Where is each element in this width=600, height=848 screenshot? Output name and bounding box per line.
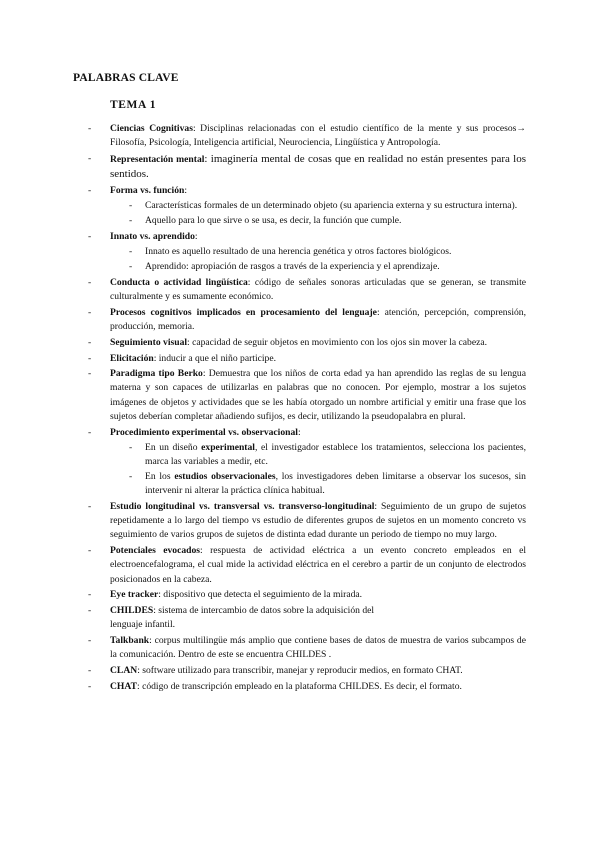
bullet: - <box>129 471 133 483</box>
list-item <box>88 367 526 424</box>
bullet: - <box>88 152 92 164</box>
list-item <box>88 352 526 366</box>
list-item <box>88 184 526 229</box>
sub-item <box>129 245 526 259</box>
definition: : <box>194 230 198 242</box>
definition: : software utilizado para transcribir, manejar y reproducir medios, en formato CHAT. <box>137 664 463 676</box>
list-item <box>88 588 526 602</box>
term: estudios observacionales <box>174 471 276 483</box>
definition: : código de transcripción empleado en la plataforma CHILDES. Es decir, el formato. <box>137 680 462 692</box>
term: Representación mental <box>110 153 205 165</box>
definition: : imaginería mental de cosas que en realidad no están presentes para los sentidos. <box>110 152 526 181</box>
definition: : <box>184 184 188 196</box>
sub-item <box>129 470 526 498</box>
definition: : dispositivo que detecta el seguimiento de la mirada. <box>158 589 363 601</box>
sub-text: Aquello para lo que sirve o se usa, es decir, la función que cumple. <box>145 215 402 227</box>
bullet: - <box>129 261 133 273</box>
sub-text: Innato es aquello resultado de una herencia genética y otros factores biológicos. <box>145 246 452 258</box>
sub-item <box>129 214 526 228</box>
term: Procesos cognitivos implicados en procesamiento del lenguaje <box>110 306 377 318</box>
definition: : inducir a que el niño participe. <box>153 352 276 364</box>
term: Eye tracker <box>110 589 159 601</box>
definition: : atención, percepción, comprensión, producción, memoria. <box>110 306 526 333</box>
list-item <box>88 152 526 182</box>
bullet: - <box>129 246 133 258</box>
list-item <box>88 230 526 275</box>
bullet: - <box>88 589 92 601</box>
definition: : Demuestra que los niños de corta edad ya han aprendido las reglas de su lengua materna y son capaces de utilizarlas en palabras que no conocen. Por ejemplo, mostrar a los sujetos imágenes de objetos y actividades que se les había otorgado un nombre artificial y emitir una frase que los sujetos deberían completar añadiendo sufijos, es decir, utilizando la pseudopalabra en plural. <box>110 368 526 422</box>
bullet: - <box>88 426 92 438</box>
definition: : respuesta de actividad eléctrica a un evento concreto empleados en el electroencefalograma, el cual mide la actividad eléctrica en el cerebro a partir de un conjunto de electrodos posicionados en la cabeza. <box>110 545 526 585</box>
list-item <box>88 500 526 543</box>
term: experimental <box>201 441 255 453</box>
list-item <box>88 680 526 694</box>
bullet: - <box>88 664 92 676</box>
term: Elicitación <box>110 352 154 364</box>
section-title: TEMA 1 <box>110 99 157 111</box>
bullet: - <box>88 184 92 196</box>
sub-text: Aprendido: apropiación de rasgos a través de la experiencia y el aprendizaje. <box>145 261 440 273</box>
bullet: - <box>88 277 92 289</box>
sub-text: , el investigador establece los tratamientos, selecciona los pacientes, marca las variables a medir, etc. <box>145 441 526 467</box>
sub-text: Características formales de un determinado objeto (su apariencia externa y su estructura interna). <box>145 200 518 212</box>
list-item <box>88 634 526 662</box>
bullet: - <box>88 501 92 513</box>
term: Seguimiento visual <box>110 336 188 348</box>
list-item <box>88 336 526 350</box>
definition: lenguaje infantil. <box>110 619 176 631</box>
bullet: - <box>129 441 133 453</box>
bullet: - <box>88 352 92 364</box>
term: Forma vs. función <box>110 184 185 196</box>
list-item <box>88 664 526 678</box>
term: Talkbank <box>110 634 150 646</box>
sub-text: En los <box>145 471 175 483</box>
term: CHILDES <box>110 605 154 616</box>
sub-text: En un diseño <box>145 441 202 453</box>
bullet: - <box>88 123 92 134</box>
list-item <box>88 276 526 304</box>
bullet: - <box>88 336 92 348</box>
definition: : <box>297 426 301 438</box>
bullet: - <box>88 368 92 380</box>
sub-item <box>129 441 526 469</box>
bullet: - <box>88 230 92 242</box>
definition: : Disciplinas relacionadas con el estudio científico de la mente y sus procesos→ Filosofía, Psicología, Inteligencia artificial, Neurociencia, Lingüística y Antropología. <box>110 123 526 149</box>
bullet: - <box>88 680 92 692</box>
sub-text: , los investigadores deben limitarse a observar los sucesos, sin intervenir ni alterar la práctica clínica habitual. <box>145 471 526 497</box>
sub-item <box>129 199 526 213</box>
term: Paradigma tipo Berko <box>110 368 203 380</box>
list-item <box>88 306 526 334</box>
list-item <box>88 426 526 499</box>
definition: : corpus multilingüe más amplio que contiene bases de datos de muestra de varios subcampos de la comunicación. Dentro de este se encuentra CHILDES . <box>110 634 526 661</box>
term: CLAN <box>110 664 138 676</box>
term: Potenciales evocados <box>110 545 201 557</box>
sub-item <box>129 260 526 274</box>
definition: : código de señales sonoras articuladas que se generan, se transmite culturalmente y es sumamente económico. <box>110 277 526 303</box>
bullet: - <box>129 215 133 227</box>
bullet: - <box>129 200 133 212</box>
term: Estudio longitudinal vs. transversal vs. transverso-longitudinal <box>110 501 375 513</box>
term: CHAT <box>110 680 138 692</box>
definition: : sistema de intercambio de datos sobre la adquisición del <box>153 605 375 616</box>
definition: : capacidad de seguir objetos en movimiento con los ojos sin mover la cabeza. <box>187 336 488 348</box>
term: Innato vs. aprendido <box>110 230 195 242</box>
bullet: - <box>88 605 92 616</box>
term: Ciencias Cognitivas <box>110 123 193 134</box>
list-item <box>88 122 526 150</box>
keyword-list <box>0 122 600 695</box>
list-item <box>88 604 526 632</box>
bullet: - <box>88 545 92 557</box>
list-item <box>88 544 526 587</box>
bullet: - <box>88 306 92 318</box>
term: Conducta o actividad lingüística <box>110 277 248 289</box>
document-title: PALABRAS CLAVE <box>73 72 179 84</box>
definition: : Seguimiento de un grupo de sujetos repetidamente a lo largo del tiempo vs estudio de diferentes grupos de sujetos en un momento concreto vs seguimiento de varios grupos de sujetos de distinta edad durante un periodo de tiempo no muy largo. <box>110 501 526 541</box>
bullet: - <box>88 634 92 646</box>
term: Procedimiento experimental vs. observacional <box>110 426 298 438</box>
